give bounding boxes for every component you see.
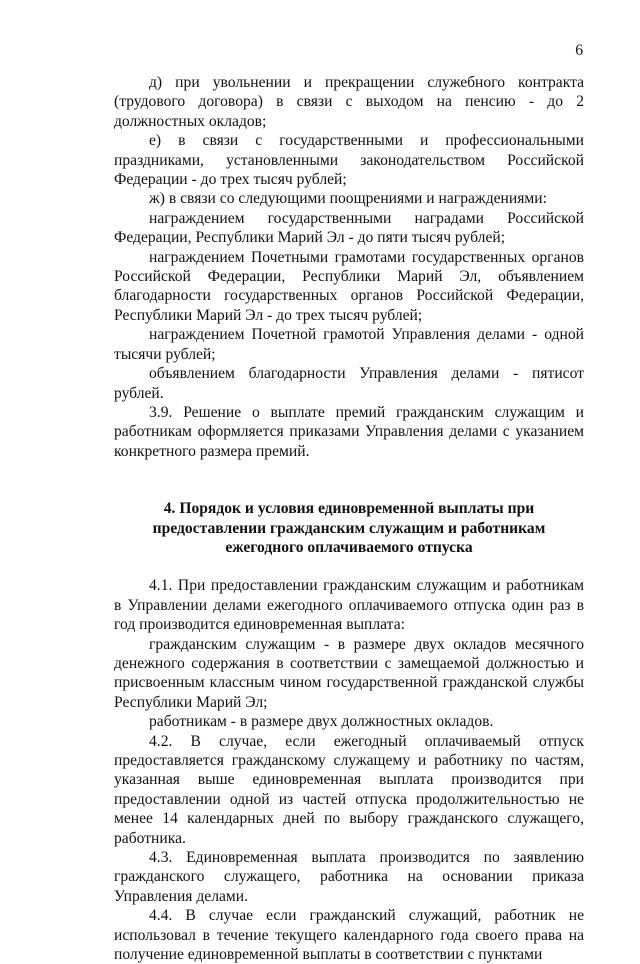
paragraph-zh: ж) в связи со следующими поощрениями и награждениями: — [149, 190, 547, 208]
paragraph-4-2: 4.2. В случае, если ежегодный оплачиваемый отпуск предоставляется гражданскому служащему и работнику по частям, указанная выше единовременная выплата производится при предоставлении одной из частей отпуска продолжительностью не менее 14 календарных дней по выбору гражданского служащего, работника. — [114, 732, 584, 847]
paragraph-3-9: 3.9. Решение о выплате премий гражданским служащим и работникам оформляется приказами Управления делами с указанием конкретного размера премий. — [114, 403, 584, 460]
paragraph-workers: работникам - в размере двух должностных окладов. — [149, 713, 494, 731]
spacer — [114, 461, 584, 480]
spacer — [114, 557, 584, 576]
paragraph-civil-servants: гражданским служащим - в размере двух окладов месячного денежного содержания в соответствии с замещаемой должностью и присвоенным классным чином государственной гражданской службы Республики Марий Эл; — [114, 635, 584, 711]
paragraph-4-1: 4.1. При предоставлении гражданским служащим и работникам в Управлении делами ежегодного оплачиваемого отпуска один раз в год производится единовременная выплата: — [114, 577, 584, 634]
paragraph-4-4: 4.4. В случае если гражданский служащий, работник не использовал в течение текущего календарного года своего права на получение единовременной выплаты в соответствии с пунктами — [114, 907, 584, 964]
document-body — [114, 73, 584, 964]
paragraph-certificates: награждением Почетными грамотами государственных органов Российской Федерации, Республики Марий Эл, объявлением благодарности государственных органов Российской Федерации, Республики Марий Эл - до трех тысяч рублей; — [114, 248, 584, 324]
paragraph-state-awards: награждением государственными наградами Российской Федерации, Республики Марий Эл - до пяти тысяч рублей; — [114, 209, 584, 247]
spacer — [114, 480, 584, 499]
paragraph-e: е) в связи с государственными и профессиональными праздниками, установленными законодательством Российской Федерации - до трех тысяч рублей; — [114, 132, 584, 189]
paragraph-4-3: 4.3. Единовременная выплата производится по заявлению гражданского служащего, работника на основании приказа Управления делами. — [114, 849, 584, 905]
page-number: 6 — [575, 42, 583, 59]
paragraph-d: д) при увольнении и прекращении служебного контракта (трудового договора) в связи с выходом на пенсию - до 2 должностных окладов; — [114, 74, 584, 130]
paragraph-department-certificate: награждением Почетной грамотой Управления делами - одной тысячи рублей; — [114, 326, 584, 363]
section-heading: 4. Порядок и условия единовременной выплаты при предоставлении гражданским служащим и работникам ежегодного оплачиваемого отпуска — [152, 500, 546, 556]
paragraph-gratitude: объявлением благодарности Управления делами - пятисот рублей. — [114, 365, 584, 402]
